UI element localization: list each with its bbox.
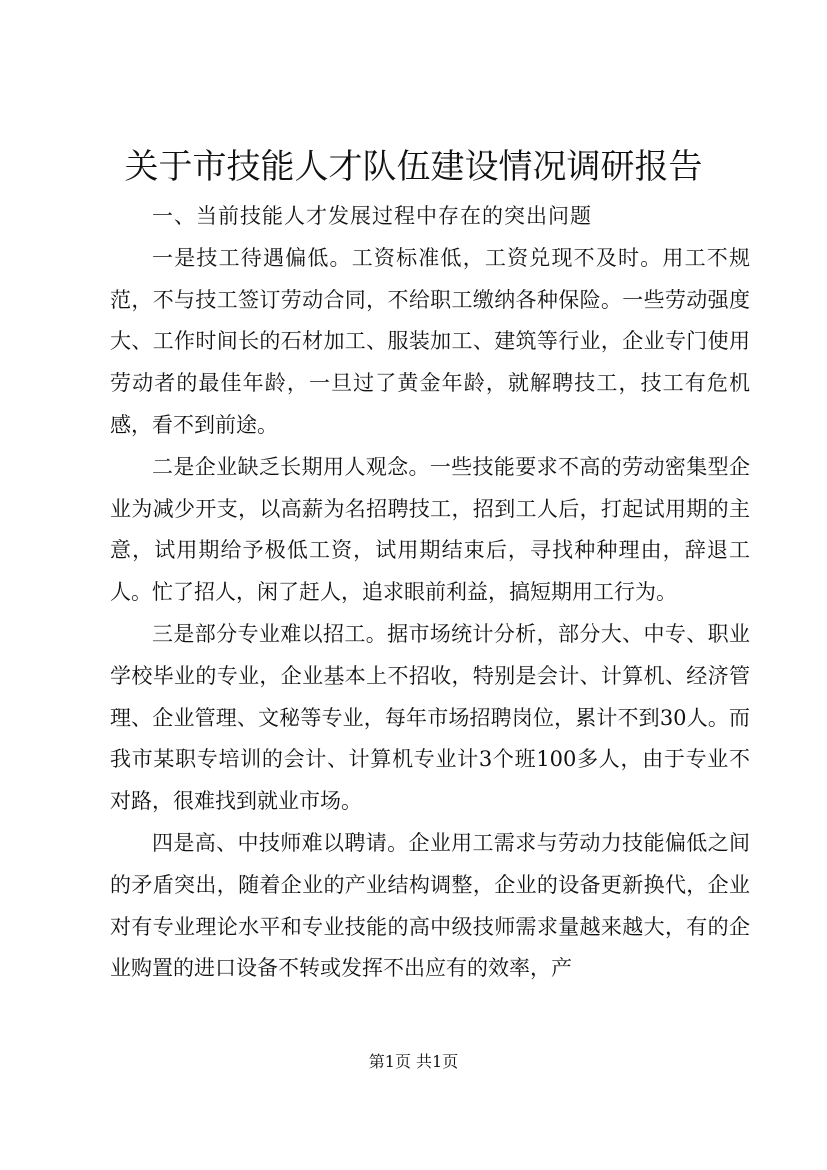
- paragraph-4: 四是高、中技师难以聘请。企业用工需求与劳动力技能偏低之间的矛盾突出，随着企业的产业结构调整，企业的设备更新换代，企业对有专业理论水平和专业技能的高中级技师需求量越来越大，有的企业购置的进口设备不转或发挥不出应有的效率，产: [110, 830, 750, 981]
- paragraph-1: 一是技工待遇偏低。工资标准低，工资兑现不及时。用工不规范，不与技工签订劳动合同，不给职工缴纳各种保险。一些劳动强度大、工作时间长的石材加工、服装加工、建筑等行业，企业专门使用劳动者的最佳年龄，一旦过了黄金年龄，就解聘技工，技工有危机感，看不到前途。: [110, 245, 750, 437]
- section-heading: 一、当前技能人才发展过程中存在的突出问题: [152, 204, 592, 228]
- paragraph-2: 二是企业缺乏长期用人观念。一些技能要求不高的劳动密集型企业为减少开支，以高薪为名招聘技工，招到工人后，打起试用期的主意，试用期给予极低工资，试用期结束后，寻找种种理由，辞退工人。忙了招人，闲了赶人，追求眼前利益，搞短期用工行为。: [110, 454, 750, 605]
- paragraph-3: 三是部分专业难以招工。据市场统计分析，部分大、中专、职业学校毕业的专业，企业基本上不招收，特别是会计、计算机、经济管理、企业管理、文秘等专业，每年市场招聘岗位，累计不到30人。而我市某职专培训的会计、计算机专业计3个班100多人，由于专业不对路，很难找到就业市场。: [110, 621, 750, 814]
- page-footer: 第1页 共1页: [368, 1052, 459, 1071]
- document-body: [110, 196, 750, 990]
- document-title: 关于市技能人才队伍建设情况调研报告: [124, 147, 703, 187]
